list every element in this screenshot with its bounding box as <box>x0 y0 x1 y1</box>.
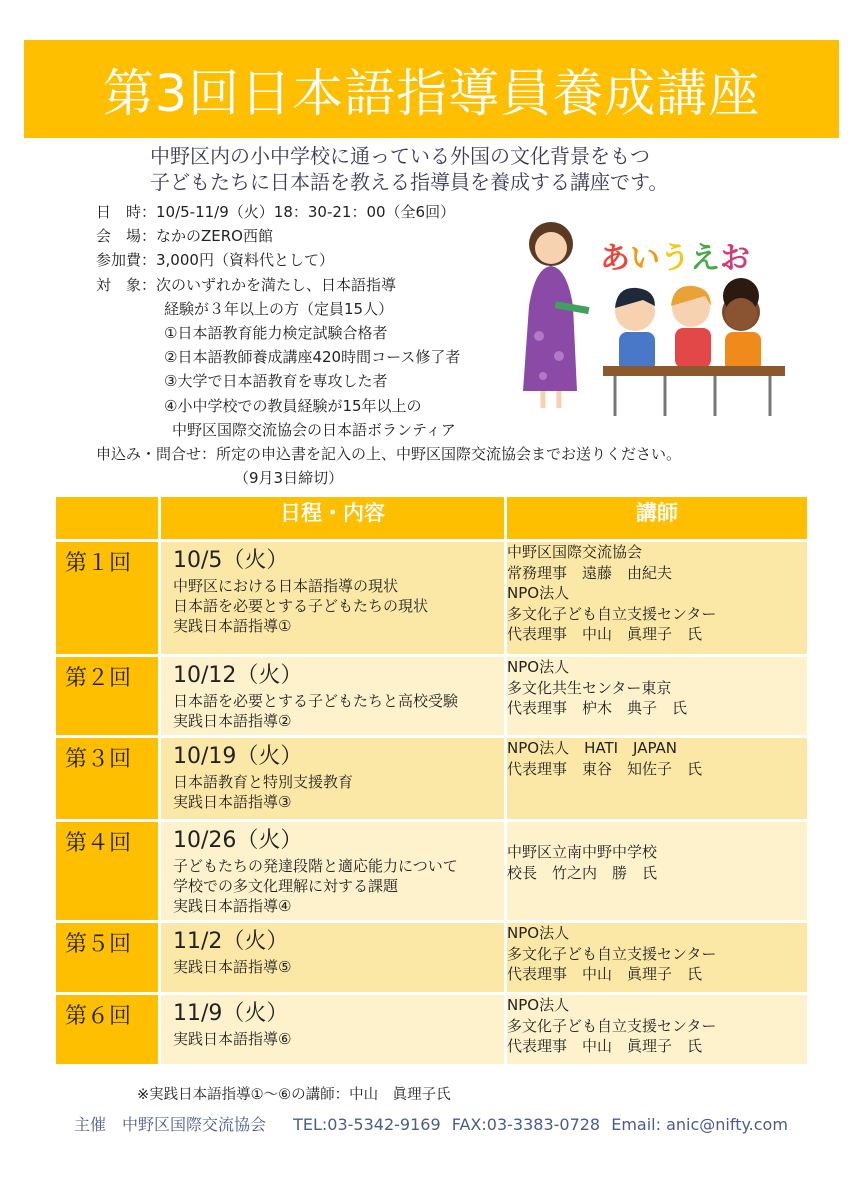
info-fee: 参加費：3,000円（資料代として） <box>96 251 334 270</box>
table-row <box>56 822 807 923</box>
table-header <box>56 497 807 542</box>
lecturer-line: 代表理事 中山 眞理子 氏 <box>507 625 703 643</box>
info-target-cont: 経験が３年以上の方（定員15人） <box>164 299 394 318</box>
intro-line: 中野区内の小中学校に通っている外国の文化背景をもつ <box>150 144 650 168</box>
lecturer-line: NPO法人 <box>507 996 570 1014</box>
board-letter: う <box>660 241 690 276</box>
teacher-figure <box>523 222 589 408</box>
session-lecturer <box>504 995 807 1067</box>
title-banner <box>24 40 839 138</box>
footer <box>74 1112 810 1135</box>
session-lecturer <box>504 657 807 738</box>
contact-tel: TEL:03-5342-9169 <box>293 1115 441 1134</box>
lecturer-line: 多文化子ども自立支援センター <box>507 944 717 963</box>
lecturer-line: 常務理事 遠藤 由紀夫 <box>507 563 673 582</box>
header-cell: 日程・内容 <box>158 497 504 542</box>
session-content <box>158 995 504 1067</box>
desk-row <box>603 366 785 416</box>
info-date: 日 時：10/5-11/9（火）18：30-21：00（全6回） <box>96 203 456 221</box>
info-target: 対 象：次のいずれかを満たし、日本語指導 <box>96 275 397 294</box>
lecturer-note: ※実践日本語指導①～⑥の講師：中山 眞理子氏 <box>137 1087 451 1103</box>
schedule-table <box>56 497 807 1067</box>
session-date: 11/9（火） <box>173 1001 289 1026</box>
lecturer-line: 中野区国際交流協会 <box>507 543 643 561</box>
session-content <box>158 923 504 995</box>
table-row <box>56 995 807 1067</box>
info-condition: ②日本語教師養成講座420時間コース修了者 <box>164 348 461 367</box>
session-date: 10/5（火） <box>173 548 289 573</box>
session-item: 日本語教育と特別支援教育 <box>173 773 354 791</box>
lecturer-line: 中野区立南中野中学校 <box>507 843 658 861</box>
lecturer-line: 代表理事 中山 眞理子 氏 <box>507 1037 703 1055</box>
info-apply: 申込み・問合せ：所定の申込書を記入の上、中野区国際交流協会までお送りください。 <box>96 445 682 464</box>
info-condition: ③大学で日本語教育を専攻した者 <box>164 372 388 391</box>
session-item: 実践日本語指導⑤ <box>173 958 292 976</box>
session-item: 実践日本語指導⑥ <box>173 1030 292 1048</box>
lecturer-line: 代表理事 枦木 典子 氏 <box>507 699 688 717</box>
student-figure <box>671 286 711 368</box>
page-title: 第3回日本語指導員養成講座 <box>102 65 761 124</box>
lecturer-line: NPO法人 <box>507 924 570 942</box>
session-date: 10/26（火） <box>173 828 303 853</box>
board-letter: あ <box>600 241 630 276</box>
session-lecturer <box>504 822 807 923</box>
lecturer-line: 多文化共生センター東京 <box>507 678 672 697</box>
info-condition-cont: 中野区国際交流協会の日本語ボランティア <box>172 420 456 439</box>
intro-text <box>150 143 668 195</box>
lecturer-line: 校長 竹之内 勝 氏 <box>507 863 658 882</box>
session-date: 11/2（火） <box>173 929 289 954</box>
session-date: 10/19（火） <box>173 744 303 769</box>
table-row <box>56 738 807 822</box>
info-condition: ①日本語教育能力検定試験合格者 <box>164 324 388 343</box>
lecturer-line: 多文化子ども自立支援センター <box>507 604 717 623</box>
session-item: 日本語を必要とする子どもたちの現状 <box>173 597 429 615</box>
session-number: 第５回 <box>56 923 158 995</box>
lecturer-line: NPO法人 <box>507 658 570 676</box>
teacher-students-illustration <box>515 216 785 422</box>
session-number: 第１回 <box>56 542 158 657</box>
contact-email[interactable]: Email: anic@nifty.com <box>611 1115 788 1134</box>
student-figure <box>722 278 761 372</box>
board-letter: い <box>630 241 660 276</box>
session-item: 実践日本語指導③ <box>173 793 292 811</box>
session-item: 日本語を必要とする子どもたちと高校受験 <box>173 692 459 710</box>
session-number: 第３回 <box>56 738 158 822</box>
session-item: 中野区における日本語指導の現状 <box>173 577 399 595</box>
header-cell: 講師 <box>504 497 807 542</box>
table-row <box>56 542 807 657</box>
session-content <box>158 822 504 923</box>
lecturer-line: 代表理事 中山 眞理子 氏 <box>507 965 703 983</box>
header-cell <box>56 497 158 542</box>
session-item: 子どもたちの発達段階と適応能力について <box>173 857 458 875</box>
organizer: 主催 中野区国際交流協会 <box>74 1115 267 1134</box>
session-number: 第４回 <box>56 822 158 923</box>
session-item: 実践日本語指導② <box>173 712 292 730</box>
session-content <box>158 542 504 657</box>
board-text <box>600 241 750 276</box>
lecturer-line: 代表理事 東谷 知佐子 氏 <box>507 759 703 778</box>
session-item: 実践日本語指導④ <box>173 897 292 915</box>
session-content <box>158 657 504 738</box>
info-venue: 会 場：なかのZERO西館 <box>96 227 273 246</box>
session-number: 第２回 <box>56 657 158 738</box>
info-deadline: （9月3日締切） <box>234 469 344 488</box>
session-lecturer <box>504 923 807 995</box>
session-lecturer <box>504 542 807 657</box>
session-number: 第６回 <box>56 995 158 1067</box>
student-figure <box>615 288 655 372</box>
table-row <box>56 923 807 995</box>
board-letter: え <box>690 241 720 276</box>
board-letter: お <box>720 241 750 276</box>
table-row <box>56 657 807 738</box>
session-date: 10/12（火） <box>173 663 303 688</box>
info-condition: ④小中学校での教員経験が15年以上の <box>164 396 422 415</box>
lecturer-line: NPO法人 HATI JAPAN <box>507 739 678 757</box>
lecturer-line: 多文化子ども自立支援センター <box>507 1016 717 1035</box>
contact-fax: FAX:03-3383-0728 <box>451 1115 601 1134</box>
session-item: 学校での多文化理解に対する課題 <box>173 877 399 895</box>
session-item: 実践日本語指導① <box>173 617 292 635</box>
session-content <box>158 738 504 822</box>
intro-line: 子どもたちに日本語を教える指導員を養成する講座です。 <box>150 170 669 194</box>
session-lecturer <box>504 738 807 822</box>
lecturer-line: NPO法人 <box>507 584 570 602</box>
